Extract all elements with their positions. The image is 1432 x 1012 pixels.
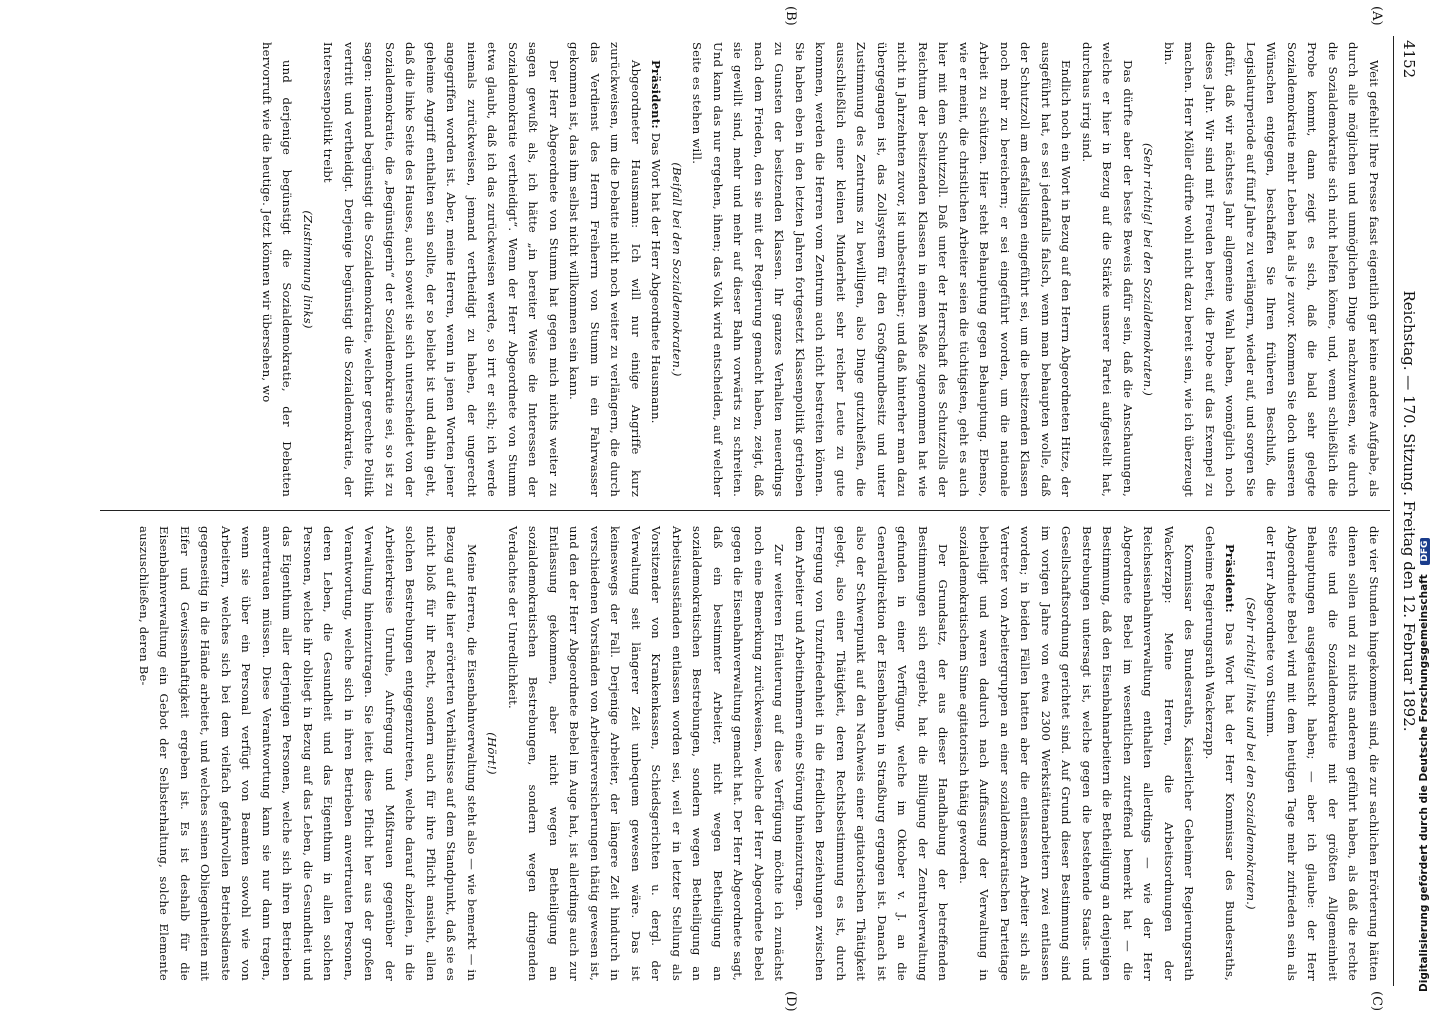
paragraph: die vier Stunden hingekommen sind, die zur sachlichen Erörterung hätten dienen sollen und zu nichts anderem geführt haben, als daß die rechte Seite und die Sozialdemokratie mit der größten Allgemeinheit Behauptungen ausgetauscht haben; — aber ich glaube: der Herr Abgeordnete Bebel wird mit dem heutigen Tage mehr zufrieden sein als der Herr Abgeordnete von Stumm. <box>1264 526 1381 981</box>
speaker-label: Präsident: <box>649 60 664 129</box>
paragraph: Abgeordneter Hausmann: Ich will nur einige Angriffe kurz zurückweisen, um die Debatte nicht noch weiter zu verlängern, die durch das Verdienst des Herrn Freiherrn von Stumm in ein Fahrwasser gekommen ist, das ihm selbst nicht willkommen sein kann. <box>567 42 643 497</box>
paragraph: Meine Herren, die Eisenbahnverwaltung steht also — wie bemerkt — in Bezug auf die hier erörterten Verhältnisse auf dem Standpunkt, daß sie es nicht bloß für ihr Recht, sondern auch für ihre Pflicht ansieht, allen solchen Bestrebungen entgegenzutreten, welche darauf abzielen, in die Arbeiterkreise Unruhe, Aufregung und Mißtrauen gegenüber der Verwaltung hineinzutragen. Sie leitet diese Pflicht her aus der großen Verantwortung, welche sich in ihren Betrieben anvertrauten Personen, deren Leben, die Gesundheit und das Eigenthum in allen solchen Personen, welche ihr obliegt in Bezug auf das Leben, die Gesundheit und das Eigenthum aller derjenigen Personen, welche sich ihren Betrieben anvertrauen müssen. Diese Verantwortung kann sie nur dann tragen, wenn sie über ein Personal verfügt von Beamten sowohl wie von Arbeitern, welches sich bei dem vielfach gefahrvollen Betriebsdienste gegenseitig in die Hände arbeitet, und welches seinen Obliegenheiten mit Eifer und Gewissenhaftigkeit ergeben ist. Es ist deshalb für die Eisenbahnverwaltung ein Gebot der Selbsterhaltung, solche Elemente auszuschließen, deren Be- <box>137 526 479 981</box>
header-rule <box>1393 36 1394 986</box>
stage-direction: (Sehr richtig! bei den Sozialdemokraten.) <box>1141 143 1156 396</box>
margin-mark-b: (B) <box>783 6 798 26</box>
stage-direction: (Beifall bei den Sozialdemokraten.) <box>670 162 684 377</box>
margin-mark-d: (D) <box>783 991 798 1012</box>
speech-text: Das Wort hat der Herr Kommissar des Bundesraths, Geheime Regierungsrath Wackerzapp. <box>1203 526 1238 981</box>
speaker-label: Präsident: <box>1223 544 1238 613</box>
paragraph <box>646 42 667 497</box>
rotated-page <box>78 6 1418 1012</box>
stage-direction: (Hört!) <box>485 732 500 775</box>
paragraph: Kommissar des Bundesraths, Kaiserlicher Geheimer Regierungsrath Wackerzapp: Meine Herren, die Arbeitsordnungen der Reichseisenbahnverwaltung enthalten allerdings — wie der Herr Abgeordnete Bebel im wesentlichen zutreffend bemerkt hat — die Bestimmung, daß den Eisenbahnarbeitern die Betheiligung an denjenigen Bestrebungen untersagt ist, welche gegen die bestehende Staats- und Gesellschaftsordnung gerichtet sind. Auf Grund dieser Bestimmung sind im vorigen Jahre von etwa 2300 Werkstättenarbeitern zwei entlassen worden; in beiden Fällen hatten aber die entlassenen Arbeiter sich als Vertreter von Arbeitergruppen an einer sozialdemokratischen Parteitage betheiligt und waren dadurch nach Auffassung der Verwaltung in sozialdemokratischem Sinne agitatorisch thätig geworden. <box>957 526 1197 981</box>
footer-credit <box>1418 538 1430 992</box>
paragraph: Der Grundsatz, der aus dieser Handhabung der betreffenden Bestimmungen sich ergiebt, hat die Billigung der Zentralverwaltung gefunden in einer Verfügung, welche im Oktober v. J. an die Generaldirektion der Eisenbahnen in Straßburg ergangen ist. Danach ist also der Schwerpunkt auf den Nachweis einer agitatorischen Thätigkeit gelegt, also einer Thätigkeit, deren Rechtsbestimmung es ist, durch Erregung von Unzufriedenheit in die friedlichen Beziehungen zwischen dem Arbeiter und Arbeitnehmern eine Störung hineinzutragen. <box>793 526 951 981</box>
paragraph: Der Herr Abgeordnete von Stumm hat gegen mich nichts weiter zu sagen gewußt als, ich hätte „in bereiter Weise die Interessen der Sozialdemokratie vertheidigt“. Wenn der Herr Abgeordnete von Stumm etwa glaubt, daß ich das zurückweisen werde, so irrt er sich; ich werde niemals zurückweisen, jemand vertheidigt zu haben, der ungerecht angegriffen worden ist. Aber, meine Herren, wenn in jenen Worten jener geheime Angriff enthalten sein sollte, der so beliebt ist und dahin geht, daß die linke Seite des Hauses, auch soweit sie sich unterscheidet von der Sozialdemokratie, die „Begünstigerin“ der Sozialdemokratie sei, so ist zu sagen: niemand begünstigt die Sozialdemokratie, welcher gerechte Politik vertritt und vertheidigt. Derjenige begünstigt die Sozialdemokratie, der Interessenpolitik treibt <box>321 42 561 497</box>
stage-direction: (Zustimmung links) <box>301 210 315 329</box>
left-column <box>257 42 1385 497</box>
paragraph: und derjenige begünstigt die Sozialdemokratie, der Debatten hervorruft wie die heutige. Jetzt können wir übersehen, wo <box>260 42 295 497</box>
column-divider <box>100 510 1390 511</box>
margin-mark-a: (A) <box>1369 6 1384 26</box>
paragraph: Zur weiteren Erläuterung auf diese Verfügung möchte ich zunächst noch eine Bemerkung zurückweisen, welche der Herr Abgeordnete Bebel gegen die Eisenbahnverwaltung gemacht hat. Der Herr Abgeordnete sagt, daß ein bestimmter Arbeiter, nicht wegen Betheiligung an sozialdemokratischen Bestrebungen, sondern wegen Betheiligung an Arbeitsausständen entlassen worden sei, weil er in letzter Stellung als Vorsitzender von Krankenkassen, Schiedsgerichten u. dergl. der Verwaltung seit längerer Zeit unbequem gewesen wäre. Das ist keineswegs der Fall. Derjenige Arbeiter, der längere Zeit hindurch in verschiedenen Vorständen von Arbeiterversicherungen thätig gewesen ist, und den der Herr Abgeordnete Bebel im Auge hat, ist allerdings auch zur Entlassung gekommen, aber nicht wegen Betheiligung an sozialdemokratischen Bestrebungen, sondern wegen dringenden Verdachtes der Unredlichkeit. <box>506 526 787 981</box>
footer-text: Digitalisierung gefördert durch die Deutsche Forschungsgemeinschaft <box>1418 574 1430 992</box>
page-header <box>1396 36 1418 986</box>
stage-direction: (Sehr richtig! links und bei den Sozialdemokraten.) <box>1244 597 1258 910</box>
paragraph: Endlich noch ein Wort in Bezug auf den Herrn Abgeordneten Hitze, der ausgeführt hat, es sei jedenfalls falsch, wenn man behaupten wolle, daß der Schutzzoll am desfallsigen eingeführt sei, um die besitzenden Klassen noch mehr zu bereichern; er sei eingeführt worden, um die nationale Arbeit zu schützen. Hier steht Behauptung gegen Behauptung. Ebenso, wie er meint, die christlichen Arbeiter seien die tüchtigsten, geht es auch hier mit dem Schutzzoll. Daß unter der Herrschaft des Schutzzolls der Reichtum der besitzenden Klassen in einem Maße zugenommen hat wie nicht in Jahrzehnten zuvor, ist unbestreitbar; und daß hinterher man dazu übergegangen ist, das Zollsystem für den Großgrundbesitz und unter Zustimmung des Zentrums zu bewilligen, also Dinge gutzuheißen, die ausschließlich einer kleinen Minderheit sehr reicher Leute zu gute kommen, werden die Herren vom Zentrum auch nicht bestreiten können. Sie haben eben in den letzten Jahren fortgesetzt Klassenpolitik getrieben zu Gunsten der besitzenden Klassen. Ihr ganzes Verhalten neuerdings nach dem Frieden, den sie mit der Regierung gemacht haben, zeigt, daß sie gewillt sind, mehr und mehr auf dieser Bahn vorwärts zu schreiten. Und kann das nur ergehen, ihnen; das Volk wird entscheiden, auf welcher Seite es stehen will. <box>690 42 1074 497</box>
page-number: 4152 <box>1400 40 1418 79</box>
speech-text: Das Wort hat der Herr Abgeordnete Hausmann. <box>649 128 664 424</box>
paragraph: Das dürfte aber der beste Beweis dafür sein, daß die Anschauungen, welche er hier in Bezug auf die Stärke unserer Partei aufgestellt hat, durchaus irrig sind. <box>1080 42 1135 497</box>
margin-mark-c: (C) <box>1369 991 1384 1012</box>
right-column <box>134 526 1385 981</box>
paragraph <box>1200 526 1241 981</box>
page-title: Reichstag. — 170. Sitzung. Freitag den 12. Februar 1892. <box>1400 290 1418 732</box>
paragraph: Weit gefehlt! Ihre Presse fasst eigentlich gar keine andere Aufgabe, als durch alle möglichen und unmöglichen Dinge nachzuweisen, wie durch die Sozialdemokratie sich nicht helfen könne, und, wenn schließlich die Probe kommt, dann zeigt es sich, daß die bald sehr gelegte Sozialdemokratie mehr Leben hat als je zuvor. Kommen Sie doch unseren Wünschen entgegen, beschaffen Sie Ihren früheren Beschluß, die Legislaturperiode auf fünf Jahre zu verlängern, wieder auf, und sorgen Sie dafür, daß wir nächstes Jahr allgemeine Wahl haben, womöglich noch dieses Jahr. Wir sind mit Freuden bereit, die Probe auf das Exempel zu machen. Herr Möller dürfte wohl nicht dazu bereit sein, wie ich überzeugt bin. <box>1162 42 1381 497</box>
dfg-logo: DFG <box>1420 538 1430 565</box>
